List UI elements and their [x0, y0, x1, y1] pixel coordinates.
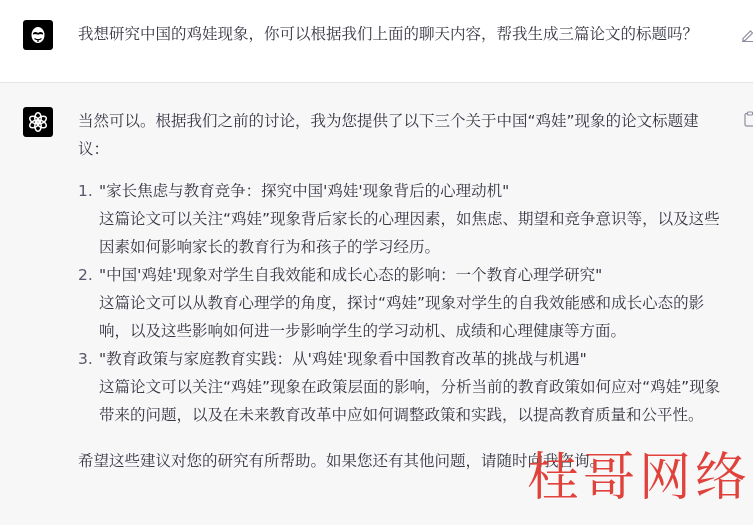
assistant-message-text — [78, 107, 723, 475]
user-message-text: 我想研究中国的鸡娃现象，你可以根据我们上面的聊天内容，帮我生成三篇论文的标题吗？ — [78, 25, 699, 43]
user-avatar — [23, 20, 53, 50]
paper-title: "中国'鸡娃'现象对学生自我效能和成长心态的影响：一个教育心理学研究" — [99, 266, 603, 284]
masked-face-icon — [23, 20, 53, 50]
answer-intro: 当然可以。根据我们之前的讨论，我为您提供了以下三个关于中国“鸡娃”现象的论文标题建议： — [78, 112, 699, 158]
paper-description: 这篇论文可以关注“鸡娃”现象背后家长的心理因素，如焦虑、期望和竞争意识等，以及这些因素如何影响家长的教育行为和孩子的学习经历。 — [99, 210, 720, 256]
list-number: 3. — [78, 350, 93, 368]
edit-icon[interactable] — [741, 27, 753, 41]
list-item — [78, 261, 723, 345]
list-number: 2. — [78, 266, 93, 284]
paper-title: "教育政策与家庭教育实践：从'鸡娃'现象看中国教育改革的挑战与机遇" — [99, 350, 587, 368]
watermark-text: 桂哥网络 — [527, 448, 752, 508]
openai-logo-icon — [23, 107, 53, 137]
user-message-row — [0, 0, 753, 83]
paper-description: 这篇论文可以从教育心理学的角度，探讨“鸡娃”现象对学生的自我效能感和成长心态的影响，以及这些影响如何进一步影响学生的学习动机、成绩和心理健康等方面。 — [99, 294, 705, 340]
assistant-avatar — [23, 107, 53, 137]
list-item — [78, 177, 723, 261]
list-number: 1. — [78, 182, 93, 200]
answer-closing: 希望这些建议对您的研究有所帮助。如果您还有其他问题，请随时向我咨询。 — [78, 452, 606, 470]
paper-title: "家长焦虑与教育竞争：探究中国'鸡娃'现象背后的心理动机" — [99, 182, 510, 200]
clipboard-icon[interactable] — [743, 111, 753, 127]
list-item — [78, 345, 723, 429]
paper-description: 这篇论文可以关注“鸡娃”现象在政策层面的影响，分析当前的教育政策如何应对“鸡娃”现象带来的问题，以及在未来教育改革中应如何调整政策和实践，以提高教育质量和公平性。 — [99, 378, 721, 424]
title-suggestion-list — [78, 177, 723, 429]
